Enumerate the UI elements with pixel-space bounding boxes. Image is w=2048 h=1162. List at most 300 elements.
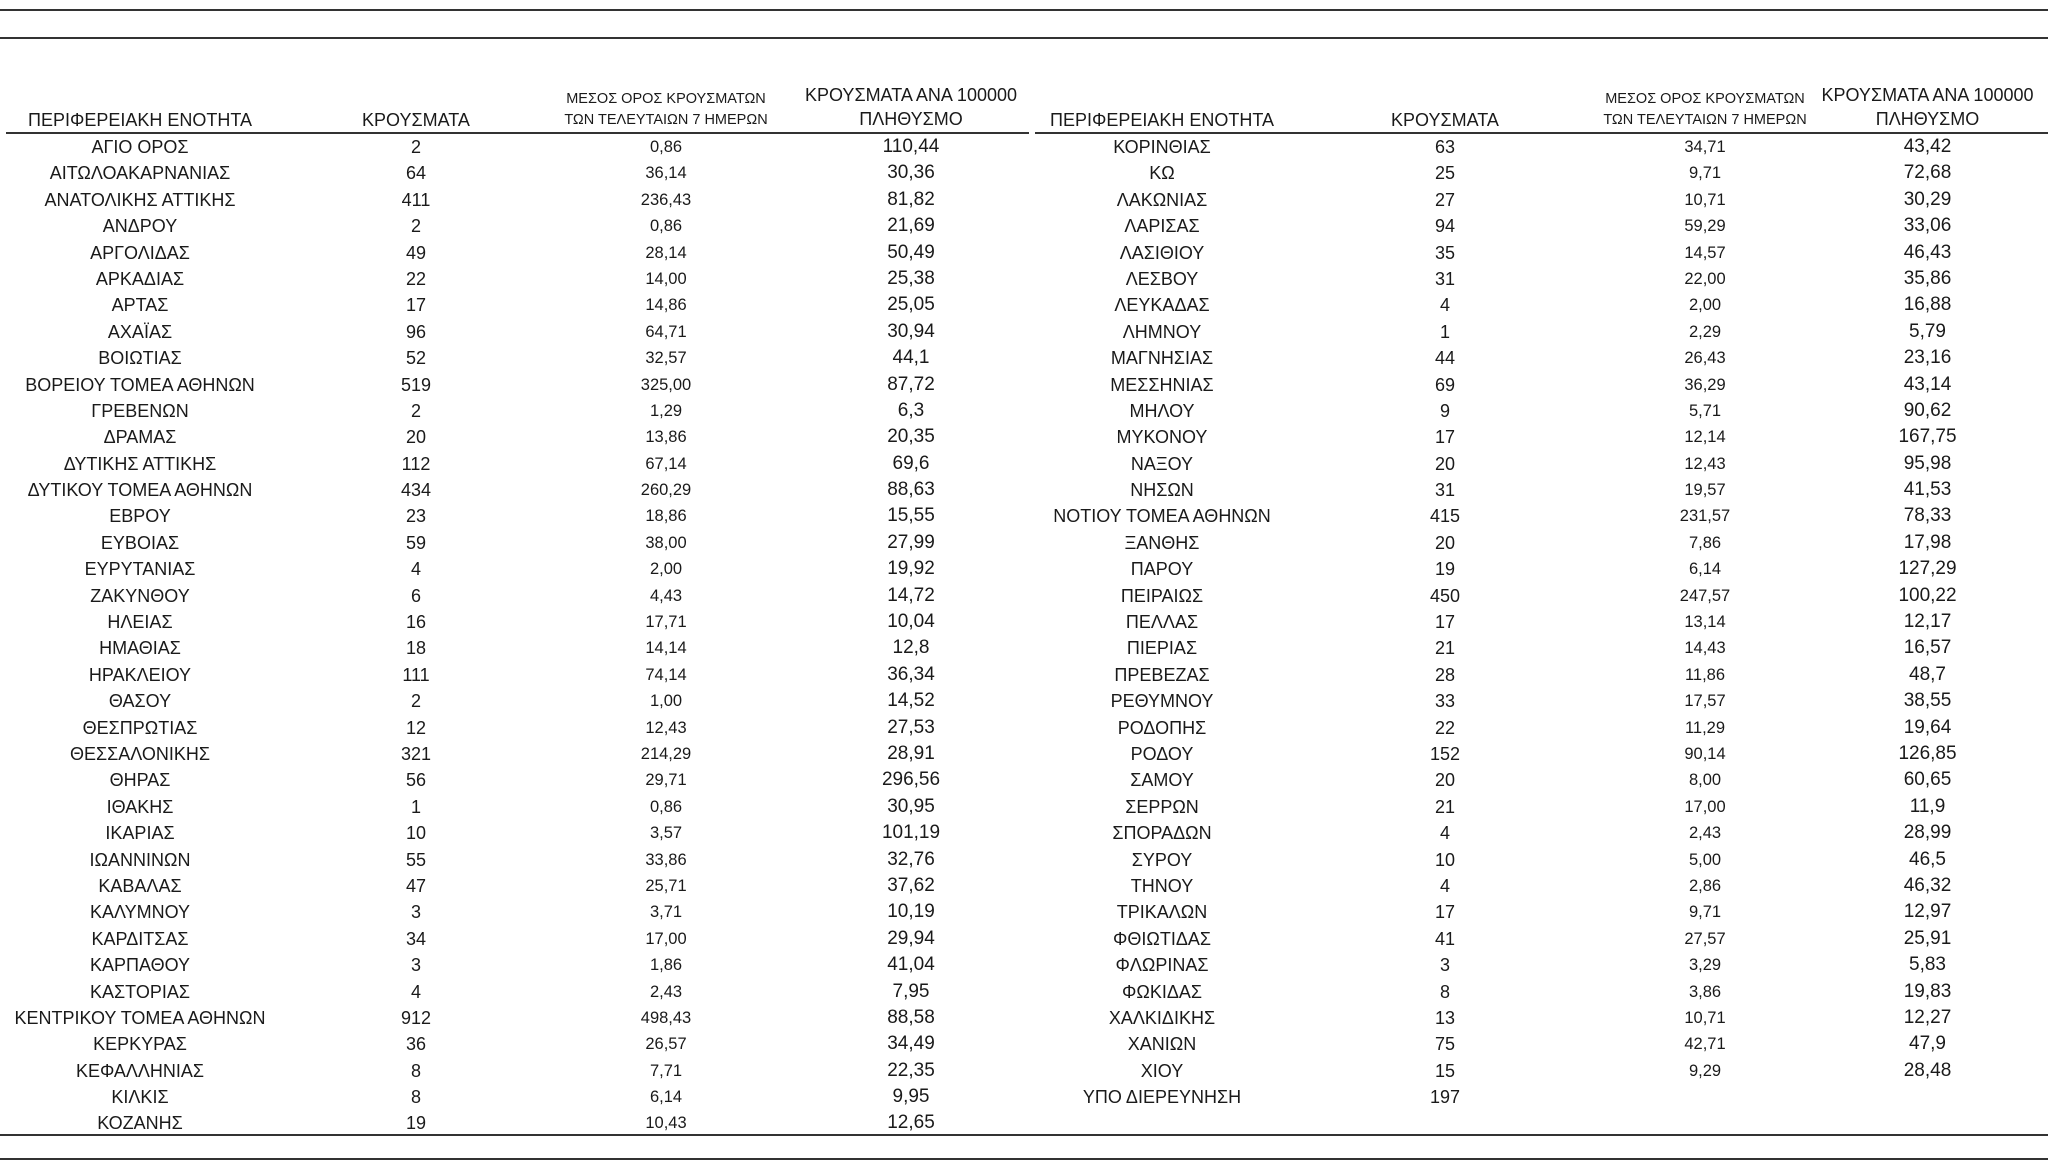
table-row — [1035, 873, 2048, 899]
cell-avg-7day: 13,86 — [645, 428, 687, 447]
cell-region: ΠΡΕΒΕΖΑΣ — [1114, 664, 1210, 685]
table-row — [1035, 688, 2048, 714]
table-row — [1035, 213, 2048, 239]
cell-cases: 4 — [1439, 823, 1450, 844]
table-row — [1035, 556, 2048, 582]
cell-per-100k: 22,35 — [887, 1059, 935, 1081]
table-row — [1035, 662, 2048, 688]
cell-region: ΠΕΛΛΑΣ — [1125, 612, 1199, 633]
cell-avg-7day: 8,00 — [1688, 771, 1722, 790]
table-row — [1035, 952, 2048, 978]
cell-per-100k: 12,17 — [1903, 611, 1952, 633]
cell-region: ΞΑΝΘΗΣ — [1124, 532, 1200, 553]
cell-cases: 12 — [405, 717, 427, 738]
table-row — [6, 952, 1029, 978]
cell-cases: 4 — [1439, 875, 1450, 896]
cell-avg-7day: 2,00 — [1688, 296, 1722, 315]
cell-per-100k: 25,91 — [1903, 927, 1952, 949]
table-row — [1035, 715, 2048, 741]
table-row — [1035, 1058, 2048, 1084]
cell-region: ΙΚΑΡΙΑΣ — [105, 823, 175, 844]
cell-avg-7day: 7,71 — [649, 1061, 683, 1080]
cell-avg-7day: 42,71 — [1684, 1035, 1726, 1054]
cell-region: ΛΑΡΙΣΑΣ — [1124, 216, 1200, 237]
table-row — [6, 767, 1029, 793]
cell-per-100k: 47,9 — [1909, 1033, 1946, 1055]
cell-cases: 17 — [405, 295, 427, 316]
table-row — [6, 715, 1029, 741]
cell-per-100k: 28,48 — [1903, 1059, 1952, 1081]
cell-avg-7day: 11,29 — [1684, 718, 1726, 737]
cell-region: ΚΟΖΑΝΗΣ — [97, 1113, 183, 1134]
table-row — [1035, 1005, 2048, 1031]
cell-avg-7day: 214,29 — [640, 744, 692, 763]
cell-cases: 17 — [1434, 427, 1456, 448]
cell-region: ΕΒΡΟΥ — [109, 506, 171, 527]
cell-region: ΚΑΛΥΜΝΟΥ — [89, 902, 191, 923]
table-row — [6, 451, 1029, 477]
header-avg-line2: ΤΩΝ ΤΕΛΕΥΤΑΙΩΝ 7 ΗΜΕΡΩΝ — [1603, 112, 1807, 128]
cell-cases: 2 — [410, 400, 421, 421]
cell-cases: 1 — [410, 796, 421, 817]
cell-per-100k: 35,86 — [1903, 267, 1952, 289]
cell-cases: 9 — [1439, 400, 1450, 421]
cell-region: ΝΗΣΩΝ — [1130, 480, 1194, 501]
cell-per-100k: 11,9 — [1909, 795, 1946, 817]
cell-cases: 13 — [1434, 1007, 1456, 1028]
cell-region: ΡΟΔΟΠΗΣ — [1117, 717, 1207, 738]
cell-cases: 22 — [1434, 717, 1456, 738]
cell-avg-7day: 10,71 — [1684, 190, 1726, 209]
table-row — [1035, 926, 2048, 952]
cell-avg-7day: 10,43 — [645, 1114, 687, 1133]
cell-cases: 22 — [405, 268, 427, 289]
cell-cases: 55 — [405, 849, 427, 870]
cell-region: ΔΥΤΙΚΗΣ ΑΤΤΙΚΗΣ — [63, 453, 217, 474]
right-table — [1035, 80, 2048, 1110]
cell-cases: 52 — [405, 348, 427, 369]
header-avg-line1: ΜΕΣΟΣ ΟΡΟΣ ΚΡΟΥΣΜΑΤΩΝ — [1605, 91, 1805, 107]
cell-avg-7day: 0,86 — [649, 138, 683, 156]
right-table-body — [1035, 134, 2048, 1110]
cell-region: ΔΥΤΙΚΟΥ ΤΟΜΕΑ ΑΘΗΝΩΝ — [27, 480, 253, 501]
cell-per-100k: 110,44 — [882, 136, 940, 157]
table-row — [1035, 451, 2048, 477]
cell-cases: 10 — [405, 823, 427, 844]
cell-per-100k: 41,53 — [1903, 479, 1952, 501]
cell-region: ΧΑΝΙΩΝ — [1127, 1034, 1197, 1055]
cell-cases: 20 — [1434, 770, 1456, 791]
cell-cases: 112 — [401, 453, 431, 474]
cell-cases: 15 — [1434, 1060, 1456, 1081]
cell-region: ΚΙΛΚΙΣ — [111, 1087, 169, 1108]
cell-region: ΑΡΤΑΣ — [111, 295, 169, 316]
cell-per-100k: 10,19 — [887, 901, 935, 923]
cell-cases: 25 — [1434, 163, 1456, 184]
header-per-100k — [791, 83, 1031, 131]
table-row — [6, 319, 1029, 345]
cell-region: ΚΟΡΙΝΘΙΑΣ — [1113, 137, 1211, 157]
cell-per-100k: 20,35 — [887, 426, 935, 448]
cell-per-100k: 28,91 — [887, 742, 935, 764]
cell-region: ΡΟΔΟΥ — [1130, 743, 1194, 764]
cell-region: ΙΩΑΝΝΙΝΩΝ — [89, 849, 191, 870]
header-cases: ΚΡΟΥΣΜΑΤΑ — [362, 110, 470, 130]
header-region: ΠΕΡΙΦΕΡΕΙΑΚΗ ΕΝΟΤΗΤΑ — [1049, 110, 1275, 130]
cell-cases: 20 — [405, 427, 427, 448]
table-row — [1035, 767, 2048, 793]
cell-per-100k: 30,29 — [1903, 188, 1952, 210]
cell-per-100k: 44,1 — [892, 347, 930, 369]
cell-avg-7day: 2,00 — [649, 560, 683, 579]
table-row — [1035, 134, 2048, 160]
table-row — [6, 398, 1029, 424]
cell-region: ΑΡΓΟΛΙΔΑΣ — [90, 242, 190, 263]
cell-cases: 94 — [1434, 216, 1456, 237]
cell-region: ΠΙΕΡΙΑΣ — [1126, 638, 1198, 659]
cell-avg-7day: 3,57 — [649, 824, 683, 843]
cell-per-100k: 296,56 — [881, 769, 941, 791]
cell-cases: 4 — [1439, 295, 1450, 316]
table-row — [6, 134, 1029, 160]
cell-cases: 21 — [1434, 796, 1456, 817]
cell-region: ΜΑΓΝΗΣΙΑΣ — [1110, 348, 1214, 369]
table-row — [1035, 503, 2048, 529]
cell-cases: 96 — [405, 321, 427, 342]
cell-avg-7day: 12,43 — [645, 718, 687, 737]
cell-per-100k: 69,6 — [892, 452, 930, 474]
cell-per-100k: 17,98 — [1903, 531, 1952, 553]
cell-cases: 28 — [1434, 664, 1456, 685]
cell-region: ΕΥΒΟΙΑΣ — [100, 532, 180, 553]
cell-region: ΚΕΝΤΡΙΚΟΥ ΤΟΜΕΑ ΑΘΗΝΩΝ — [14, 1007, 266, 1028]
cell-avg-7day: 1,00 — [649, 692, 683, 711]
cell-avg-7day: 74,14 — [645, 665, 687, 684]
table-row — [1035, 1084, 2048, 1110]
table-row — [6, 1005, 1029, 1031]
second-rule — [0, 37, 2048, 39]
cell-cases: 17 — [1434, 612, 1456, 633]
cell-per-100k: 126,85 — [1898, 742, 1957, 764]
cell-cases: 17 — [1434, 902, 1456, 923]
cell-region: ΒΟΡΕΙΟΥ ΤΟΜΕΑ ΑΘΗΝΩΝ — [25, 374, 255, 395]
cell-avg-7day: 4,43 — [649, 586, 683, 605]
cell-cases: 197 — [1429, 1087, 1461, 1108]
cell-region: ΤΡΙΚΑΛΩΝ — [1116, 902, 1208, 923]
cell-per-100k: 46,43 — [1903, 241, 1952, 263]
cell-cases: 47 — [405, 875, 427, 896]
cell-per-100k: 30,36 — [887, 162, 935, 184]
cell-cases: 33 — [1434, 691, 1456, 712]
cell-per-100k: 37,62 — [887, 874, 935, 896]
cell-region: ΣΑΜΟΥ — [1130, 770, 1194, 791]
cell-avg-7day: 17,71 — [645, 613, 687, 632]
cell-per-100k: 12,8 — [892, 637, 930, 659]
table-row — [6, 477, 1029, 503]
cell-cases: 63 — [1434, 137, 1456, 157]
cell-per-100k: 46,32 — [1903, 874, 1952, 896]
cell-cases: 64 — [405, 163, 427, 184]
cell-per-100k: 14,72 — [887, 584, 935, 606]
cell-region: ΘΗΡΑΣ — [109, 770, 171, 791]
cell-region: ΑΝΔΡΟΥ — [102, 216, 178, 237]
cell-region: ΡΕΘΥΜΝΟΥ — [1110, 691, 1214, 712]
cell-cases: 4 — [410, 981, 421, 1002]
header-cases: ΚΡΟΥΣΜΑΤΑ — [1391, 110, 1499, 130]
cell-per-100k: 101,19 — [881, 822, 941, 844]
cell-per-100k: 12,65 — [887, 1112, 935, 1134]
cell-region: ΓΡΕΒΕΝΩΝ — [91, 400, 189, 421]
header-region: ΠΕΡΙΦΕΡΕΙΑΚΗ ΕΝΟΤΗΤΑ — [27, 110, 253, 130]
cell-cases: 31 — [1434, 268, 1456, 289]
table-row — [1035, 424, 2048, 450]
cell-avg-7day: 1,86 — [649, 956, 683, 975]
cell-avg-7day: 13,14 — [1684, 613, 1726, 632]
cell-cases: 23 — [405, 506, 427, 527]
table-row — [6, 847, 1029, 873]
cell-per-100k: 16,88 — [1903, 294, 1952, 316]
cell-per-100k: 10,04 — [887, 611, 935, 633]
cell-region: ΣΥΡΟΥ — [1131, 849, 1193, 870]
table-row — [6, 820, 1029, 846]
cell-per-100k: 6,3 — [897, 399, 925, 421]
cell-avg-7day: 22,00 — [1684, 269, 1726, 288]
cell-region: ΚΑΡΠΑΘΟΥ — [89, 955, 191, 976]
cell-per-100k: 19,83 — [1903, 980, 1952, 1002]
cell-avg-7day: 14,43 — [1684, 639, 1726, 658]
cell-cases: 434 — [400, 480, 432, 501]
cell-avg-7day: 2,43 — [1688, 824, 1722, 843]
cell-per-100k: 21,69 — [887, 215, 935, 237]
cell-per-100k: 100,22 — [1898, 584, 1957, 606]
cell-region: ΦΘΙΩΤΙΔΑΣ — [1113, 928, 1211, 949]
cell-per-100k: 5,79 — [1909, 320, 1946, 342]
cases-tables — [0, 80, 2048, 1134]
cell-cases: 49 — [405, 242, 427, 263]
table-row — [6, 556, 1029, 582]
cell-per-100k: 32,76 — [887, 848, 935, 870]
cell-per-100k: 88,63 — [887, 479, 935, 501]
cell-cases: 2 — [410, 691, 421, 712]
cell-per-100k: 27,99 — [887, 531, 935, 553]
table-row — [1035, 319, 2048, 345]
cell-per-100k: 33,06 — [1903, 215, 1952, 237]
cell-cases: 321 — [400, 743, 432, 764]
table-row — [6, 160, 1029, 186]
cell-cases: 450 — [1429, 585, 1461, 606]
cell-avg-7day: 1,29 — [649, 401, 683, 420]
table-row — [1035, 292, 2048, 318]
cell-cases: 2 — [410, 216, 421, 237]
cell-cases: 21 — [1434, 638, 1456, 659]
cell-cases: 912 — [400, 1007, 432, 1028]
cell-cases: 10 — [1434, 849, 1456, 870]
cell-avg-7day: 11,86 — [1684, 665, 1726, 684]
table-row — [6, 1084, 1029, 1110]
table-row — [1035, 240, 2048, 266]
cell-avg-7day: 25,71 — [645, 876, 687, 895]
cell-cases: 59 — [405, 532, 427, 553]
cell-region: ΧΑΛΚΙΔΙΚΗΣ — [1108, 1007, 1216, 1028]
cell-region: ΛΕΥΚΑΔΑΣ — [1114, 295, 1210, 316]
cell-cases: 8 — [1439, 981, 1450, 1002]
cell-cases: 8 — [410, 1087, 421, 1108]
cell-cases: 4 — [410, 559, 421, 580]
cell-region: ΚΑΡΔΙΤΣΑΣ — [91, 928, 189, 949]
cell-per-100k: 27,53 — [887, 716, 935, 738]
cell-region: ΦΩΚΙΔΑΣ — [1122, 981, 1202, 1002]
cell-cases: 6 — [410, 585, 421, 606]
cell-per-100k: 23,16 — [1903, 347, 1952, 369]
header-per-line1: ΚΡΟΥΣΜΑΤΑ ΑΝΑ 100000 — [1821, 85, 2034, 105]
cell-region: ΝΟΤΙΟΥ ΤΟΜΕΑ ΑΘΗΝΩΝ — [1053, 506, 1271, 527]
cell-per-100k: 34,49 — [887, 1033, 935, 1055]
table-row — [6, 424, 1029, 450]
cell-region: ΑΙΤΩΛΟΑΚΑΡΝΑΝΙΑΣ — [49, 163, 231, 184]
cell-cases: 75 — [1434, 1034, 1456, 1055]
cell-per-100k: 50,49 — [887, 241, 935, 263]
cell-cases: 41 — [1434, 928, 1456, 949]
table-row — [1035, 820, 2048, 846]
cell-avg-7day: 34,71 — [1684, 138, 1726, 156]
table-row — [6, 1110, 1029, 1136]
cell-per-100k: 14,52 — [887, 690, 935, 712]
cell-avg-7day: 10,71 — [1684, 1008, 1726, 1027]
cell-per-100k: 19,64 — [1903, 716, 1952, 738]
cell-cases: 20 — [1434, 532, 1456, 553]
header-per-line2: ΠΛΗΘΥΣΜΟ — [1875, 109, 1980, 129]
header-avg — [541, 89, 791, 131]
table-row — [1035, 794, 2048, 820]
cell-region: ΤΗΝΟΥ — [1130, 875, 1194, 896]
cell-avg-7day: 260,29 — [640, 481, 692, 500]
cell-region: ΑΓΙΟ ΟΡΟΣ — [91, 137, 189, 157]
cell-region: ΜΥΚΟΝΟΥ — [1116, 427, 1208, 448]
table-row — [6, 1058, 1029, 1084]
cell-avg-7day: 33,86 — [645, 850, 687, 869]
cell-per-100k: 43,42 — [1903, 136, 1952, 157]
cell-region: ΥΠΟ ΔΙΕΡΕΥΝΗΣΗ — [1082, 1087, 1242, 1108]
table-row — [6, 583, 1029, 609]
cell-region: ΘΕΣΣΑΛΟΝΙΚΗΣ — [69, 743, 211, 764]
table-row — [1035, 345, 2048, 371]
cell-avg-7day: 14,00 — [645, 269, 687, 288]
table-row — [1035, 372, 2048, 398]
cell-avg-7day: 5,00 — [1688, 850, 1722, 869]
cell-cases: 56 — [405, 770, 427, 791]
cell-per-100k: 127,29 — [1898, 558, 1957, 580]
cell-avg-7day: 6,14 — [649, 1088, 683, 1107]
cell-cases: 3 — [410, 955, 421, 976]
table-row — [6, 187, 1029, 213]
cell-region: ΜΕΣΣΗΝΙΑΣ — [1110, 374, 1214, 395]
cell-avg-7day: 26,43 — [1684, 349, 1726, 368]
table-row — [6, 213, 1029, 239]
cell-cases: 34 — [405, 928, 427, 949]
cell-region: ΚΩ — [1149, 163, 1175, 184]
table-row — [1035, 266, 2048, 292]
cell-avg-7day: 32,57 — [645, 349, 687, 368]
cell-avg-7day: 19,57 — [1684, 481, 1726, 500]
cell-per-100k: 28,99 — [1903, 822, 1952, 844]
cell-avg-7day: 67,14 — [645, 454, 687, 473]
cell-per-100k: 48,7 — [1909, 663, 1946, 685]
cell-avg-7day: 498,43 — [640, 1008, 692, 1027]
table-row — [6, 266, 1029, 292]
table-row — [1035, 609, 2048, 635]
cell-cases: 1 — [1439, 321, 1450, 342]
table-row — [1035, 899, 2048, 925]
cell-avg-7day: 28,14 — [645, 243, 687, 262]
cell-region: ΖΑΚΥΝΘΟΥ — [90, 585, 190, 606]
cell-avg-7day: 17,00 — [1684, 797, 1726, 816]
cell-avg-7day: 17,00 — [645, 929, 687, 948]
table-row — [6, 372, 1029, 398]
cell-per-100k: 90,62 — [1903, 399, 1952, 421]
cell-region: ΛΕΣΒΟΥ — [1125, 268, 1199, 289]
cell-region: ΣΕΡΡΩΝ — [1125, 796, 1199, 817]
cell-region: ΣΠΟΡΑΔΩΝ — [1112, 823, 1212, 844]
cell-cases: 3 — [410, 902, 421, 923]
cell-avg-7day: 29,71 — [645, 771, 687, 790]
cell-avg-7day: 236,43 — [640, 190, 692, 209]
cell-avg-7day: 26,57 — [645, 1035, 687, 1054]
table-row — [6, 979, 1029, 1005]
cell-region: ΘΑΣΟΥ — [108, 691, 172, 712]
cell-avg-7day: 2,43 — [649, 982, 683, 1001]
cell-avg-7day: 231,57 — [1679, 507, 1731, 526]
header-per-line2: ΠΛΗΘΥΣΜΟ — [859, 109, 963, 129]
table-row — [6, 662, 1029, 688]
cell-cases: 411 — [401, 189, 431, 210]
cell-avg-7day: 5,71 — [1688, 401, 1722, 420]
cell-region: ΠΑΡΟΥ — [1130, 559, 1194, 580]
cell-cases: 2 — [410, 137, 421, 157]
cell-cases: 3 — [1439, 955, 1450, 976]
cell-avg-7day: 9,29 — [1688, 1061, 1722, 1080]
cell-region: ΗΜΑΘΙΑΣ — [99, 638, 181, 659]
cell-per-100k: 78,33 — [1903, 505, 1952, 527]
header-avg-line1: ΜΕΣΟΣ ΟΡΟΣ ΚΡΟΥΣΜΑΤΩΝ — [566, 91, 766, 107]
cell-per-100k: 30,95 — [887, 795, 935, 817]
cell-region: ΚΕΡΚΥΡΑΣ — [93, 1034, 187, 1055]
table-header — [1035, 80, 2048, 134]
cell-region: ΒΟΙΩΤΙΑΣ — [98, 348, 182, 369]
cell-cases: 8 — [410, 1060, 421, 1081]
cell-region: ΜΗΛΟΥ — [1129, 400, 1195, 421]
table-row — [1035, 160, 2048, 186]
left-table — [6, 80, 1029, 1137]
cell-avg-7day: 64,71 — [645, 322, 687, 341]
cell-avg-7day: 36,14 — [645, 164, 687, 183]
cell-cases: 16 — [405, 612, 427, 633]
cell-avg-7day: 325,00 — [640, 375, 692, 394]
table-row — [6, 635, 1029, 661]
cell-cases: 19 — [1434, 559, 1456, 580]
cell-per-100k: 9,95 — [892, 1086, 930, 1108]
cell-per-100k: 25,38 — [887, 267, 935, 289]
cell-avg-7day: 36,29 — [1684, 375, 1726, 394]
cell-avg-7day: 12,14 — [1684, 428, 1726, 447]
cell-per-100k: 167,75 — [1898, 426, 1957, 448]
cell-avg-7day: 9,71 — [1688, 164, 1722, 183]
table-row — [1035, 398, 2048, 424]
table-row — [1035, 530, 2048, 556]
cell-avg-7day: 38,00 — [645, 533, 687, 552]
table-row — [6, 530, 1029, 556]
cell-avg-7day: 14,86 — [645, 296, 687, 315]
bottom-rule — [0, 1134, 2048, 1136]
